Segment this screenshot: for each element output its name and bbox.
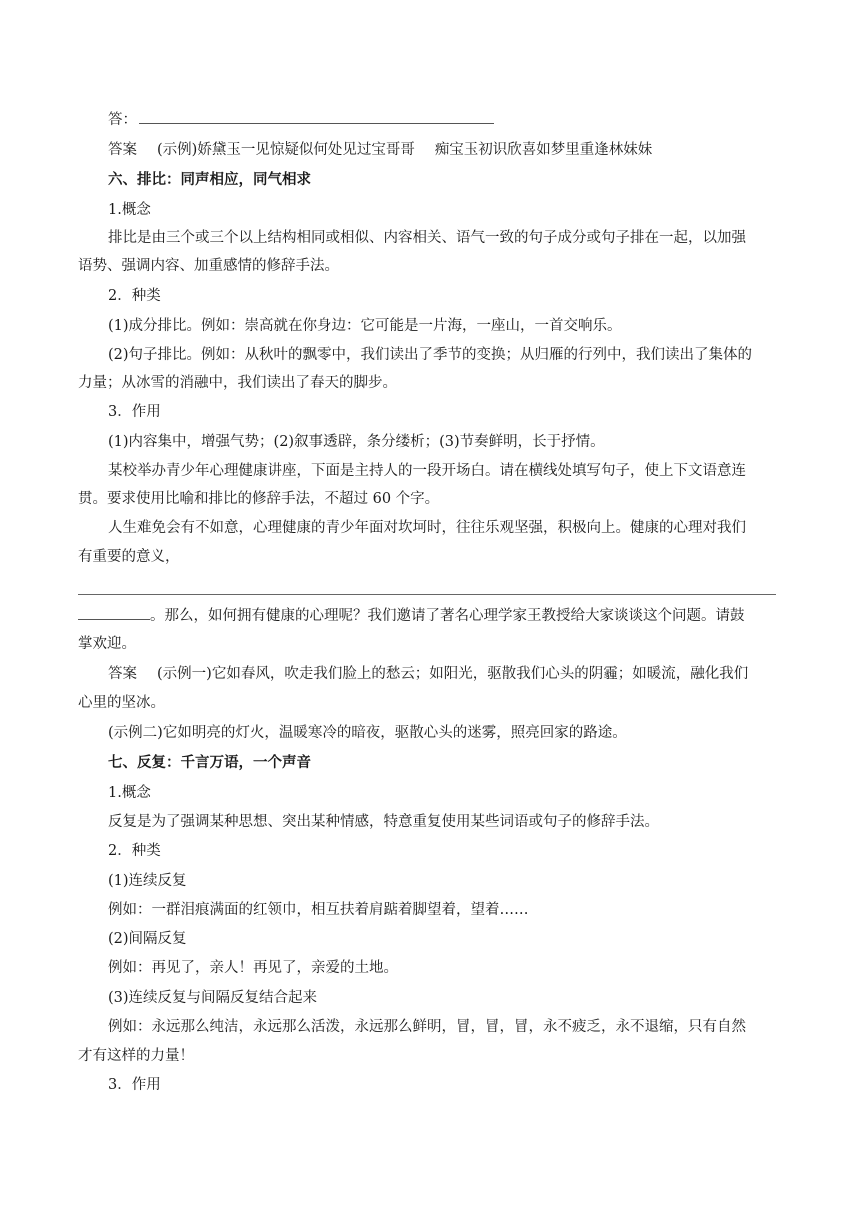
answer1-example2: 痴宝玉初识欣喜如梦里重逢林妹妹 — [434, 142, 653, 158]
section6-passage-line4: 掌欢迎。 — [78, 636, 136, 652]
section7-type3-example-line2: 才有这样的力量！ — [78, 1048, 194, 1064]
section6-answer-line1 — [108, 664, 748, 684]
section7-heading: 七、反复：千言万语，一个声音 — [108, 754, 311, 771]
section6-passage-line1: 人生难免会有不如意，心理健康的青少年面对坎坷时，往往乐观坚强，积极向上。健康的心理对我们 — [108, 520, 746, 536]
section6-type2-line2: 力量；从冰雪的消融中，我们读出了春天的脚步。 — [78, 375, 397, 391]
section6-concept-line2: 语势、强调内容、加重感情的修辞手法。 — [78, 258, 339, 274]
section6-task-line1: 某校举办青少年心理健康讲座，下面是主持人的一段开场白。请在横线处填写句子，使上下文语意连 — [108, 463, 746, 479]
section7-effect-title: 3．作用 — [108, 1077, 161, 1093]
section7-type2-title: (2)间隔反复 — [108, 931, 187, 947]
section6-type1: (1)成分排比。例如：崇高就在你身边：它可能是一片海，一座山，一首交响乐。 — [108, 318, 622, 334]
section6-passage-line3 — [78, 606, 745, 626]
section7-type1-title: (1)连续反复 — [108, 873, 187, 889]
section6-task-line2: 贯。要求使用比喻和排比的修辞手法，不超过 60 个字。 — [78, 491, 440, 507]
section6-heading: 六、排比：同声相应，同气相求 — [108, 171, 311, 188]
section7-type3-example-line1: 例如：永远那么纯洁，永远那么活泼，永远那么鲜明，冒，冒，冒，永不疲乏，永不退缩，只有自然 — [108, 1019, 746, 1035]
section6-concept-line1: 排比是由三个或三个以上结构相同或相似、内容相关、语气一致的句子成分或句子排在一起，以加强 — [108, 230, 746, 246]
section6-effect: (1)内容集中，增强气势；(2)叙事透辟，条分缕析；(3)节奏鲜明，长于抒情。 — [108, 434, 605, 450]
section7-type1-example: 例如：一群泪痕满面的红领巾，相互扶着肩踮着脚望着，望着…… — [108, 902, 529, 918]
section7-concept: 反复是为了强调某种思想、突出某种情感，特意重复使用某些词语或句子的修辞手法。 — [108, 814, 659, 830]
answer1-label: 答案 — [108, 142, 137, 158]
section6-passage-line2: 有重要的意义， — [78, 549, 180, 565]
answer1-example: (示例)娇黛玉一见惊疑似何处见过宝哥哥 — [157, 142, 415, 158]
fill-in-blank-lead — [78, 607, 150, 620]
answer-prompt-label: 答： — [108, 112, 137, 128]
section6-answer-ex1-line2: 心里的坚冰。 — [78, 695, 165, 711]
section7-type3-title: (3)连续反复与间隔反复结合起来 — [108, 990, 318, 1006]
answer-prompt-line — [108, 110, 494, 130]
section6-answer-ex2: (示例二)它如明亮的灯火，温暖寒冷的暗夜，驱散心头的迷雾，照亮回家的路途。 — [108, 725, 627, 741]
section6-types-title: 2．种类 — [108, 288, 161, 304]
answer1-line — [108, 140, 652, 160]
answer-blank — [139, 111, 494, 124]
section7-concept-title: 1.概念 — [108, 785, 151, 801]
fill-in-blank-line — [78, 594, 776, 595]
section7-types-title: 2．种类 — [108, 843, 161, 859]
section6-concept-title: 1.概念 — [108, 202, 151, 218]
section7-type2-example: 例如：再见了，亲人！再见了，亲爱的土地。 — [108, 960, 398, 976]
section6-answer-label: 答案 — [108, 666, 137, 682]
section6-passage-line3-text: 。那么，如何拥有健康的心理呢？我们邀请了著名心理学家王教授给大家谈谈这个问题。请鼓 — [150, 608, 745, 624]
section6-answer-ex1-line1: (示例一)它如春风，吹走我们脸上的愁云；如阳光，驱散我们心头的阴霾；如暖流，融化我们 — [157, 666, 749, 682]
section6-effect-title: 3．作用 — [108, 404, 161, 420]
section6-type2-line1: (2)句子排比。例如：从秋叶的飘零中，我们读出了季节的变换；从归雁的行列中，我们读出了集体的 — [108, 347, 753, 363]
